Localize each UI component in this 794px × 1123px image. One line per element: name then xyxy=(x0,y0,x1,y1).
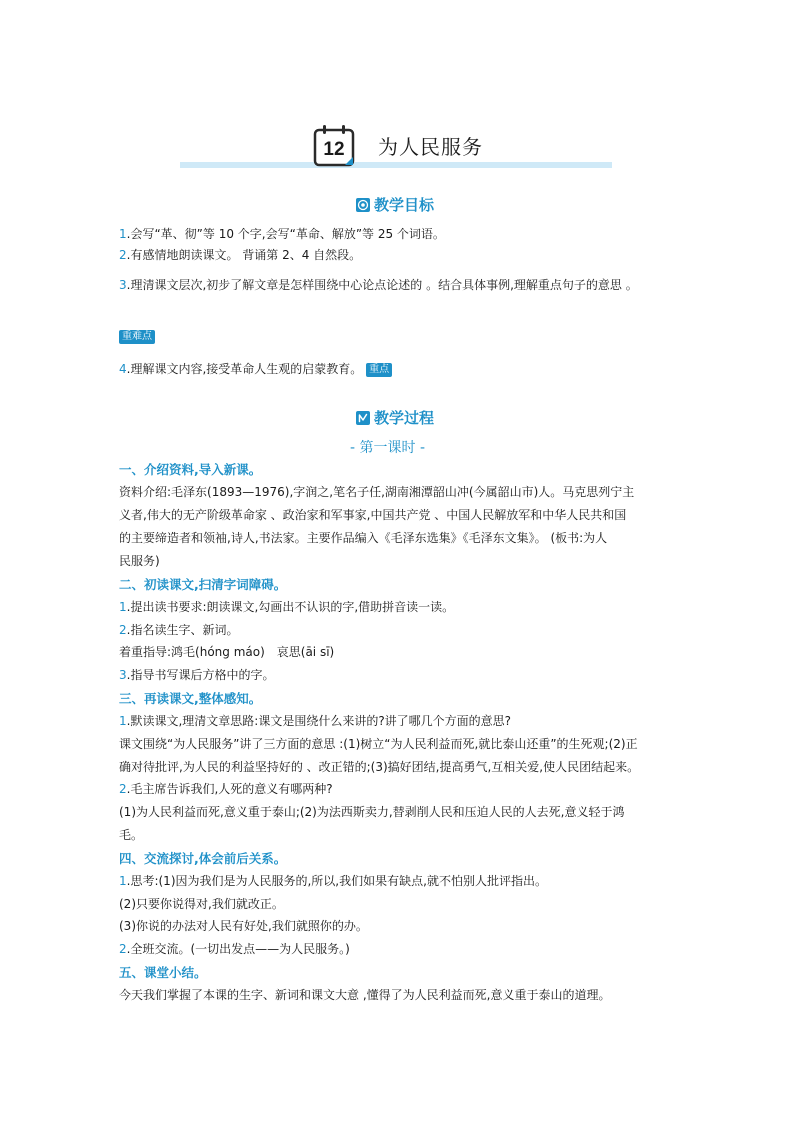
item-num: 1 xyxy=(119,714,127,728)
stage-4-line-2: (2)只要你说得对,我们就改正。 xyxy=(119,897,284,911)
item-text: .指导书写课后方格中的字。 xyxy=(126,668,275,682)
stage-4-line-1 xyxy=(119,870,547,892)
goal-item-2 xyxy=(119,244,361,266)
goal-text: .有感情地朗读课文。 背诵第 2、4 自然段。 xyxy=(126,248,362,262)
item-text: .指名读生字、新词。 xyxy=(126,623,239,637)
goal-item-1 xyxy=(119,223,445,245)
key-difficult-badge: 重难点 xyxy=(119,330,155,344)
item-num: 3 xyxy=(119,668,127,682)
stage-4-line-4 xyxy=(119,938,350,960)
goal-num: 3 xyxy=(119,278,127,292)
goal-num: 1 xyxy=(119,227,127,241)
stage-1-line: 民服务) xyxy=(119,554,160,568)
process-icon xyxy=(356,411,370,425)
item-num: 1 xyxy=(119,600,127,614)
stage-3-line-6: 毛。 xyxy=(119,828,144,842)
process-heading-text: 教学过程 xyxy=(374,409,435,427)
stage-3-line-1 xyxy=(119,710,511,732)
stage-3-line-3: 确对待批评,为人民的利益坚持好的 、改正错的;(3)搞好团结,提高勇气,互相关爱,使人民团结起来。 xyxy=(119,760,640,774)
calendar-icon xyxy=(312,123,358,169)
item-num: 2 xyxy=(119,942,127,956)
goal-num: 4 xyxy=(119,362,127,376)
stage-3-title: 三、再读课文,整体感知。 xyxy=(119,691,262,706)
goal-item-4 xyxy=(119,358,392,380)
stage-5-line-1: 今天我们掌握了本课的生字、新词和课文大意 ,懂得了为人民利益而死,意义重于泰山的道理。 xyxy=(119,988,611,1002)
process-heading xyxy=(356,407,434,428)
stage-3-line-2: 课文围绕“为人民服务”讲了三方面的意思 :(1)树立“为人民利益而死,就比泰山还重”的生死观;(2)正 xyxy=(119,737,638,751)
stage-2-line-4 xyxy=(119,664,274,686)
key-badge: 重点 xyxy=(366,363,392,377)
lesson-title: 为人民服务 xyxy=(378,135,483,159)
item-text: .默读课文,理清文章思路:课文是围绕什么来讲的?讲了哪几个方面的意思? xyxy=(126,714,512,728)
item-text: .毛主席告诉我们,人死的意义有哪两种? xyxy=(126,782,333,796)
stage-2-line-3: 着重指导:鸿毛(hóng máo) 哀思(āi sī) xyxy=(119,645,335,659)
stage-1-line: 的主要缔造者和领袖,诗人,书法家。主要作品编入《毛泽东选集》《毛泽东文集》。 (板书:为人 xyxy=(119,531,608,545)
stage-4-line-3: (3)你说的办法对人民有好处,我们就照你的办。 xyxy=(119,919,368,933)
item-num: 2 xyxy=(119,623,127,637)
goals-heading-text: 教学目标 xyxy=(374,196,435,214)
stage-3-line-5: (1)为人民利益而死,意义重于泰山;(2)为法西斯卖力,替剥削人民和压迫人民的人去死,意义轻于鸿 xyxy=(119,805,625,819)
goals-heading xyxy=(356,194,434,215)
stage-2-line-1 xyxy=(119,596,454,618)
item-text: .思考:(1)因为我们是为人民服务的,所以,我们如果有缺点,就不怕别人批评指出。 xyxy=(126,874,547,888)
stage-5-title: 五、课堂小结。 xyxy=(119,965,207,980)
item-text: .全班交流。(一切出发点——为人民服务。) xyxy=(126,942,350,956)
goal-text: .理解课文内容,接受革命人生观的启蒙教育。 xyxy=(126,362,363,376)
stage-4-title: 四、交流探讨,体会前后关系。 xyxy=(119,851,287,866)
stage-1-line: 资料介绍:毛泽东(1893—1976),字润之,笔名子任,湖南湘潭韶山冲(今属韶山市)人。马克思列宁主 xyxy=(119,485,635,499)
item-num: 2 xyxy=(119,782,127,796)
goal-item-3 xyxy=(119,274,638,296)
stage-1-line: 义者,伟大的无产阶级革命家 、政治家和军事家,中国共产党 、中国人民解放军和中华人民共和国 xyxy=(119,508,627,522)
goal-num: 2 xyxy=(119,248,127,262)
stage-2-line-2 xyxy=(119,619,238,641)
goal-text: .会写“革、彻”等 10 个字,会写“革命、解放”等 25 个词语。 xyxy=(126,227,445,241)
stage-2-title: 二、初读课文,扫清字词障碍。 xyxy=(119,577,287,592)
target-icon xyxy=(356,198,370,212)
item-num: 1 xyxy=(119,874,127,888)
stage-3-line-4 xyxy=(119,778,333,800)
item-text: .提出读书要求:朗读课文,勾画出不认识的字,借助拼音读一读。 xyxy=(126,600,455,614)
stage-1-title: 一、介绍资料,导入新课。 xyxy=(119,462,262,477)
key-difficult-badge-row xyxy=(119,326,155,345)
title-underline-bar xyxy=(180,162,612,168)
session-label: - 第一课时 - xyxy=(350,440,426,456)
goal-text: .理清课文层次,初步了解文章是怎样围绕中心论点论述的 。结合具体事例,理解重点句子的意思 。 xyxy=(126,278,638,292)
lesson-number: 12 xyxy=(323,139,345,160)
